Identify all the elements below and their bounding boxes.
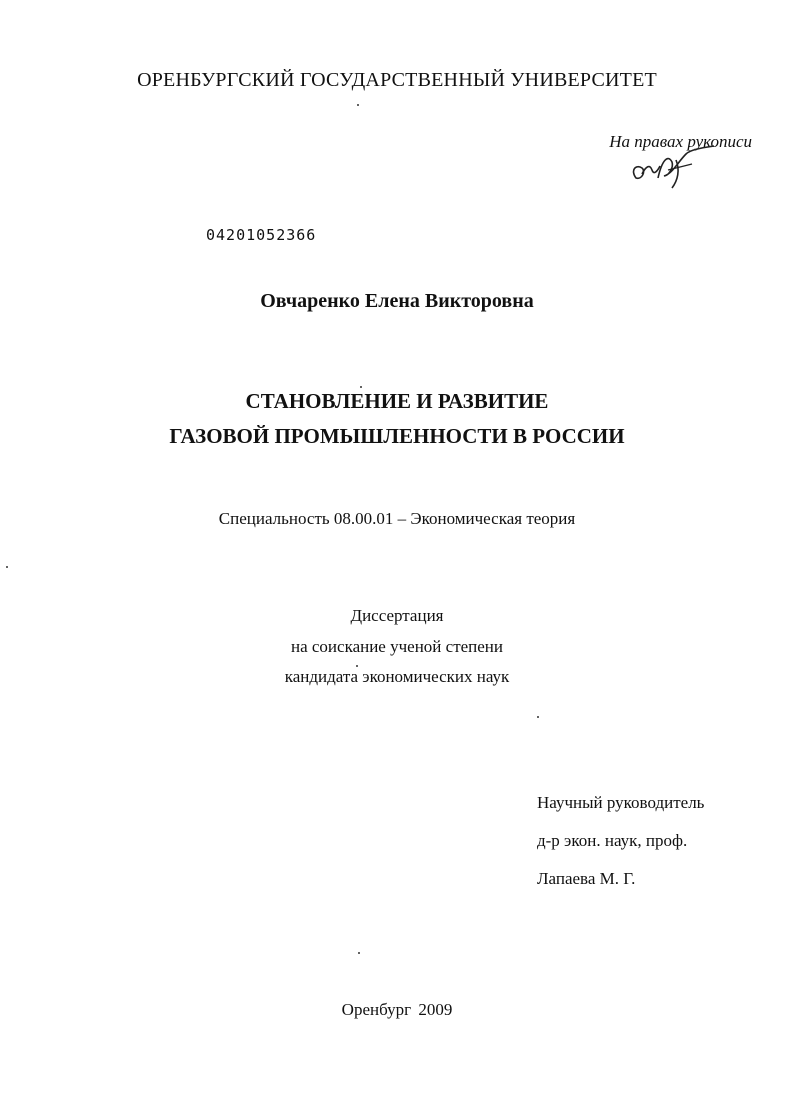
catalog-number: 04201052366 xyxy=(206,226,317,244)
university-name: ОРЕНБУРГСКИЙ ГОСУДАРСТВЕННЫЙ УНИВЕРСИТЕТ xyxy=(137,69,657,91)
thesis-title-line-2: ГАЗОВОЙ ПРОМЫШЛЕННОСТИ В РОССИИ xyxy=(169,424,625,448)
specialty: Специальность 08.00.01 – Экономическая теория xyxy=(218,509,576,528)
scan-speck xyxy=(358,952,360,954)
scan-speck xyxy=(537,716,539,718)
city-and-year: Оренбург 2009 xyxy=(341,1000,453,1019)
scan-speck xyxy=(6,566,8,568)
degree-name: кандидата экономических наук xyxy=(284,667,510,686)
scan-speck xyxy=(357,104,359,106)
author-name: Овчаренко Елена Викторовна xyxy=(260,290,534,312)
supervisor-degree: д-р экон. наук, проф. xyxy=(537,831,688,850)
degree-purpose: на соискание ученой степени xyxy=(290,637,504,656)
scan-speck xyxy=(356,665,358,667)
scan-speck xyxy=(360,386,362,388)
supervisor-name: Лапаева М. Г. xyxy=(537,869,636,888)
dissertation-label: Диссертация xyxy=(350,606,444,625)
handwritten-signature-icon xyxy=(628,140,718,192)
supervisor-label: Научный руководитель xyxy=(537,793,705,812)
thesis-title-line-1: СТАНОВЛЕНИЕ И РАЗВИТИЕ xyxy=(245,389,549,413)
manuscript-rights-note: На правах рукописи xyxy=(609,132,752,151)
